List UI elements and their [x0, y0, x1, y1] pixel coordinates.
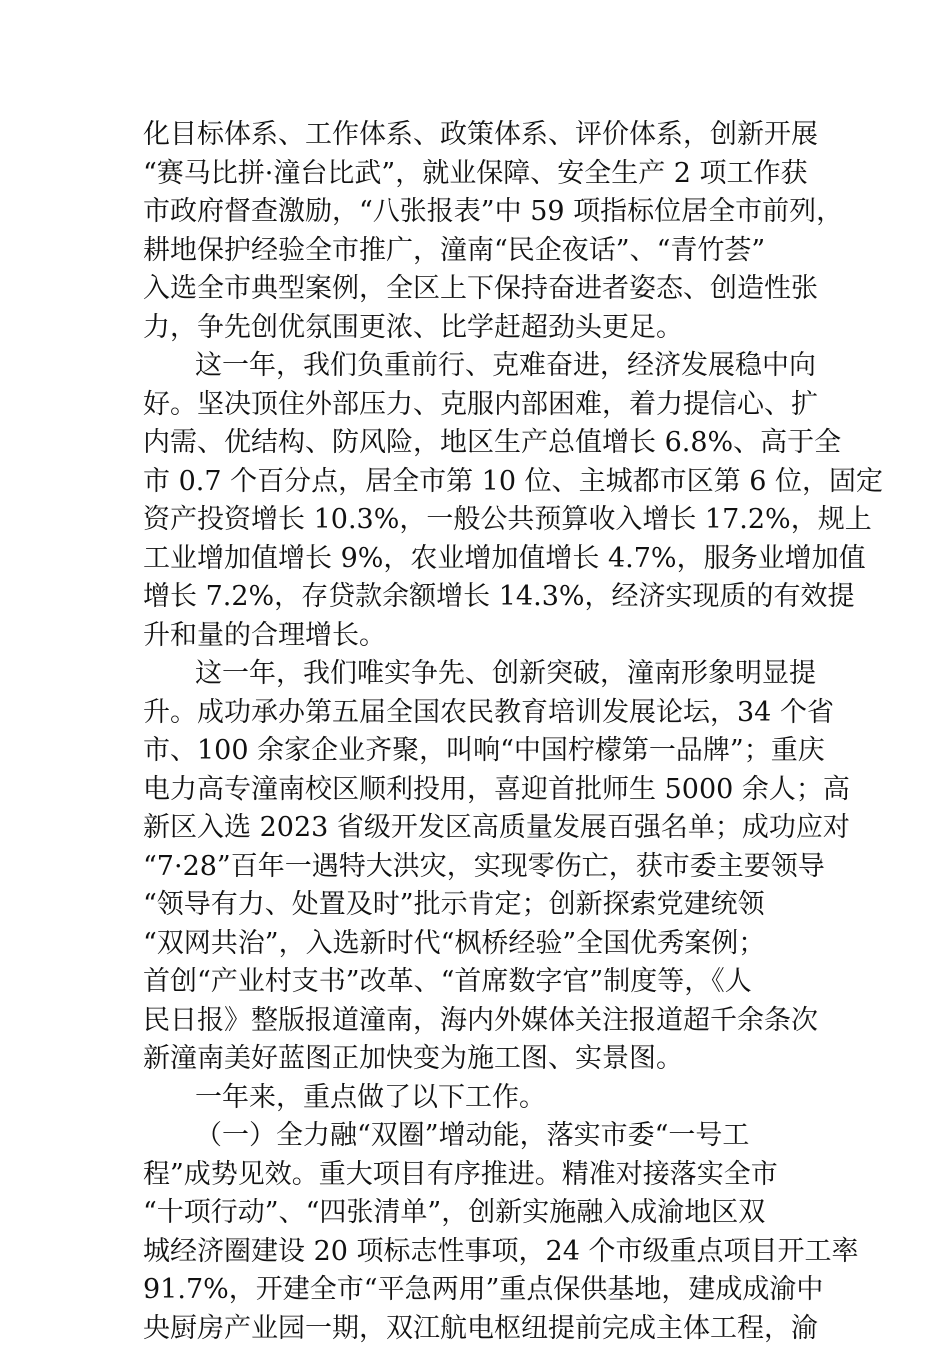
text-line: 市、100 余家企业齐聚，叫响“中国柠檬第一品牌”；重庆	[143, 732, 813, 771]
text-line: 升和量的合理增长。	[143, 617, 813, 656]
text-line: 好。坚决顶住外部压力、克服内部困难，着力提信心、扩	[143, 386, 813, 425]
paragraph	[143, 347, 813, 655]
text-line: 工业增加值增长 9%，农业增加值增长 4.7%，服务业增加值	[143, 540, 813, 579]
text-line: 内需、优结构、防风险，地区生产总值增长 6.8%、高于全	[143, 424, 813, 463]
text-line: 首创“产业村支书”改革、“首席数字官”制度等，《人	[143, 963, 813, 1002]
text-line: 入选全市典型案例，全区上下保持奋进者姿态、创造性张	[143, 270, 813, 309]
text-line: 耕地保护经验全市推广，潼南“民企夜话”、“青竹荟”	[143, 232, 813, 271]
text-line: 增长 7.2%，存贷款余额增长 14.3%，经济实现质的有效提	[143, 578, 813, 617]
paragraph	[143, 1117, 813, 1348]
text-line: （一）全力融“双圈”增动能，落实市委“一号工	[143, 1117, 813, 1156]
text-line: 资产投资增长 10.3%，一般公共预算收入增长 17.2%，规上	[143, 501, 813, 540]
text-line: 程”成势见效。重大项目有序推进。精准对接落实全市	[143, 1156, 813, 1195]
text-line: “7·28”百年一遇特大洪灾，实现零伤亡，获市委主要领导	[143, 848, 813, 887]
text-line: 91.7%，开建全市“平急两用”重点保供基地，建成成渝中	[143, 1271, 813, 1310]
paragraph	[143, 1079, 813, 1118]
text-line: 力，争先创优氛围更浓、比学赶超劲头更足。	[143, 309, 813, 348]
text-line: “领导有力、处置及时”批示肯定；创新探索党建统领	[143, 886, 813, 925]
body-text	[143, 116, 813, 1348]
text-line: 这一年，我们负重前行、克难奋进，经济发展稳中向	[143, 347, 813, 386]
text-line: 市 0.7 个百分点，居全市第 10 位、主城都市区第 6 位，固定	[143, 463, 813, 502]
text-line: 城经济圈建设 20 项标志性事项，24 个市级重点项目开工率	[143, 1233, 813, 1272]
paragraph	[143, 116, 813, 347]
text-line: 市政府督查激励，“八张报表”中 59 项指标位居全市前列，	[143, 193, 813, 232]
paragraph	[143, 655, 813, 1079]
text-line: 新潼南美好蓝图正加快变为施工图、实景图。	[143, 1040, 813, 1079]
text-line: “十项行动”、“四张清单”，创新实施融入成渝地区双	[143, 1194, 813, 1233]
text-line: “双网共治”，入选新时代“枫桥经验”全国优秀案例；	[143, 925, 813, 964]
text-line: 央厨房产业园一期，双江航电枢纽提前完成主体工程，渝	[143, 1310, 813, 1348]
text-line: 新区入选 2023 省级开发区高质量发展百强名单；成功应对	[143, 809, 813, 848]
text-line: “赛马比拼·潼台比武”，就业保障、安全生产 2 项工作获	[143, 155, 813, 194]
text-line: 升。成功承办第五届全国农民教育培训发展论坛，34 个省	[143, 694, 813, 733]
text-line: 一年来，重点做了以下工作。	[143, 1079, 813, 1118]
text-line: 民日报》整版报道潼南，海内外媒体关注报道超千余条次	[143, 1002, 813, 1041]
text-line: 这一年，我们唯实争先、创新突破，潼南形象明显提	[143, 655, 813, 694]
text-line: 电力高专潼南校区顺利投用，喜迎首批师生 5000 余人；高	[143, 771, 813, 810]
text-line: 化目标体系、工作体系、政策体系、评价体系，创新开展	[143, 116, 813, 155]
